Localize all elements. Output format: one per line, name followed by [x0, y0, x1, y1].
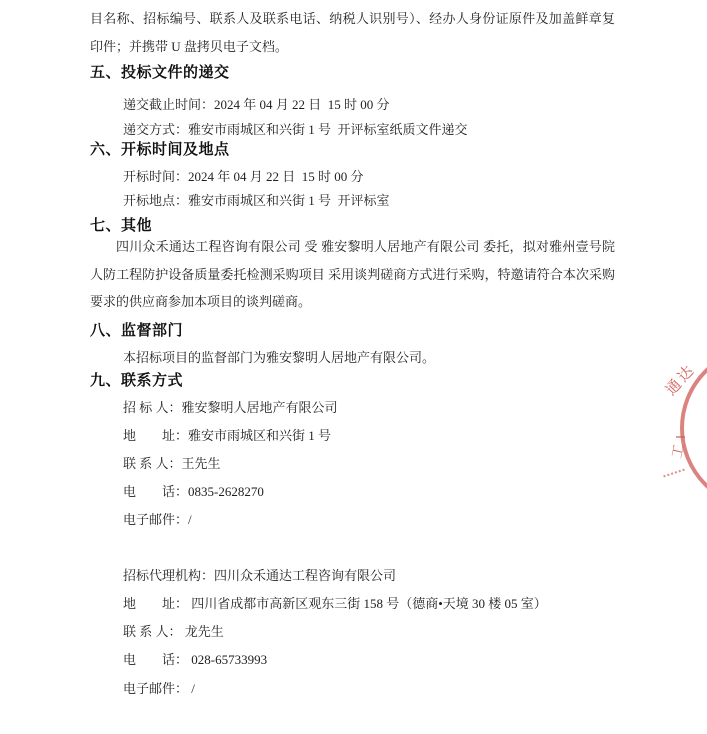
section8-body: 本招标项目的监督部门为雅安黎明人居地产有限公司。 — [123, 350, 436, 365]
section9-title: 九、联系方式 — [90, 372, 184, 389]
section7-title: 七、其他 — [90, 217, 153, 234]
seal-micro-marks-icon — [663, 469, 685, 478]
seal-ring-icon — [680, 346, 707, 510]
tenderer-contact: 联 系 人：王先生 — [123, 456, 221, 471]
section8-title: 八、监督部门 — [90, 322, 184, 339]
agency-address: 地 址： 四川省成都市高新区观东三街 158 号（德商•天境 30 楼 05 室） — [123, 596, 547, 611]
section6-title: 六、开标时间及地点 — [90, 141, 230, 158]
section6-place: 开标地点：雅安市雨城区和兴街 1 号 开评标室 — [123, 193, 390, 208]
tenderer-name: 招 标 人：雅安黎明人居地产有限公司 — [123, 400, 338, 415]
section5-title: 五、投标文件的递交 — [90, 64, 230, 81]
tenderer-phone: 电 话：0835-2628270 — [123, 484, 264, 499]
seal-dash-icon — [676, 436, 685, 438]
section5-method: 递交方式：雅安市雨城区和兴街 1 号 开评标室纸质文件递交 — [123, 122, 468, 137]
seal-text-upper: 通达 — [662, 360, 700, 399]
agency-name: 招标代理机构：四川众禾通达工程咨询有限公司 — [123, 568, 397, 583]
intro-paragraph: 目名称、招标编号、联系人及联系电话、纳税人识别号）、经办人身份证原件及加盖鲜章复印件；并携带 U 盘拷贝电子文档。 — [90, 11, 615, 54]
section5-deadline: 递交截止时间：2024 年 04 月 22 日 15 时 00 分 — [123, 97, 390, 112]
section7-body: 四川众禾通达工程咨询有限公司 受 雅安黎明人居地产有限公司 委托，拟对雅州壹号院人防工程防护设备质量委托检测采购项目 采用谈判磋商方式进行采购，特邀请符合本次采购要求的供应商参加本项目的谈判磋商。 — [90, 239, 615, 309]
agency-contact: 联 系 人： 龙先生 — [123, 624, 224, 639]
section6-time: 开标时间：2024 年 04 月 22 日 15 时 00 分 — [123, 169, 364, 184]
seal-text-lower: 工 — [668, 442, 687, 460]
agency-phone: 电 话： 028-65733993 — [123, 652, 268, 667]
agency-email: 电子邮件： / — [123, 681, 195, 696]
tenderer-email: 电子邮件：/ — [123, 512, 192, 527]
tenderer-address: 地 址：雅安市雨城区和兴街 1 号 — [123, 428, 332, 443]
